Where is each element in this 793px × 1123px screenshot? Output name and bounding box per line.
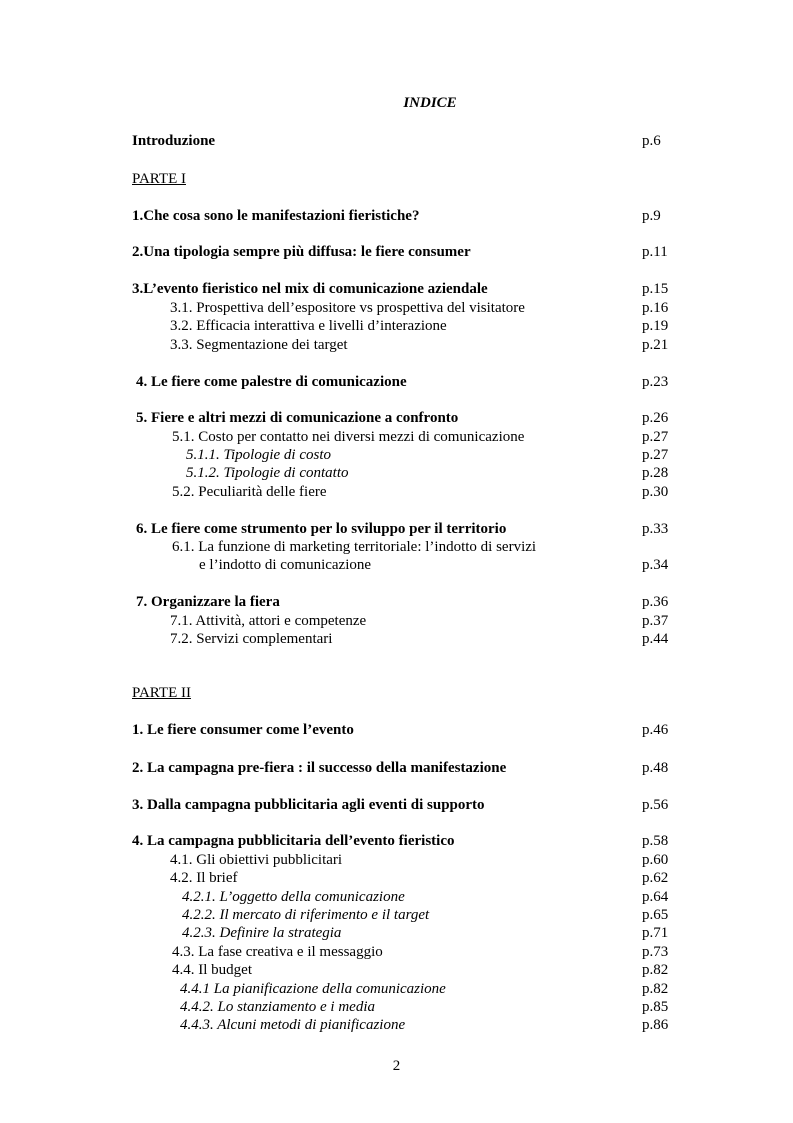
toc-entry-page: p.30: [642, 484, 669, 500]
toc-subentry: [0, 428, 793, 448]
toc-subsubentry: [0, 980, 793, 1000]
toc-entry-page: p.16: [642, 300, 669, 316]
toc-entry-text: 7.2. Servizi complementari: [170, 631, 333, 647]
toc-entry-page: p.15: [642, 281, 669, 297]
toc-entry-text: 4.3. La fase creativa e il messaggio: [172, 944, 383, 960]
toc-subentry: [0, 299, 793, 319]
toc-entry-text: 5.1.2. Tipologie di contatto: [186, 465, 349, 481]
toc-entry-text: 3.3. Segmentazione dei target: [170, 337, 348, 353]
toc-entry-page: p.56: [642, 797, 669, 813]
toc-entry-page: p.21: [642, 337, 669, 353]
toc-subentry: [0, 483, 793, 503]
part-heading-text: PARTE I: [132, 171, 186, 187]
toc-entry-text: 4.4.1 La pianificazione della comunicazione: [180, 981, 446, 997]
toc-entry-page: p.36: [642, 594, 669, 610]
toc-entry-text: 1.Che cosa sono le manifestazioni fieristiche?: [132, 208, 420, 224]
toc-entry-text: 7.1. Attività, attori e competenze: [170, 613, 367, 629]
toc-entry-text: 3.1. Prospettiva dell’espositore vs prospettiva del visitatore: [170, 300, 525, 316]
toc-entry-page: p.71: [642, 925, 669, 941]
toc-entry-page: p.65: [642, 907, 669, 923]
toc-entry-text: 4.2. Il brief: [170, 870, 238, 886]
toc-entry: [0, 593, 793, 613]
part-heading: [0, 684, 793, 704]
toc-subentry: [0, 336, 793, 356]
toc-subentry-continuation: [0, 556, 793, 576]
toc-entry: [0, 721, 793, 741]
toc-entry-text: 5. Fiere e altri mezzi di comunicazione a confronto: [136, 410, 459, 426]
toc-entry-page: p.23: [642, 374, 669, 390]
toc-entry-text: 4.4. Il budget: [172, 962, 252, 978]
toc-subentry: [0, 612, 793, 632]
toc-entry-text: 5.1.1. Tipologie di costo: [186, 447, 332, 463]
toc-entry-page: p.26: [642, 410, 669, 426]
toc-entry-text: 4. La campagna pubblicitaria dell’evento fieristico: [132, 833, 455, 849]
toc-entry-text: 5.1. Costo per contatto nei diversi mezzi di comunicazione: [172, 429, 525, 445]
toc-entry: [0, 280, 793, 300]
toc-entry-page: p.64: [642, 889, 669, 905]
toc-entry-page: p.62: [642, 870, 669, 886]
toc-entry: [0, 759, 793, 779]
toc-entry-page: p.73: [642, 944, 669, 960]
toc-subentry: [0, 851, 793, 871]
toc-entry-page: p.58: [642, 833, 669, 849]
toc-entry: [0, 832, 793, 852]
toc-entry-page: p.60: [642, 852, 669, 868]
toc-subentry: [0, 538, 793, 558]
toc-entry-page: p.86: [642, 1017, 669, 1033]
page-number: 2: [392, 1058, 401, 1074]
toc-subsubentry: [0, 888, 793, 908]
toc-entry-page: p.48: [642, 760, 669, 776]
toc-entry-text: e l’indotto di comunicazione: [199, 557, 372, 573]
toc-entry-text: 6. Le fiere come strumento per lo sviluppo per il territorio: [136, 521, 507, 537]
toc-entry-page: p.34: [642, 557, 669, 573]
toc-subsubentry: [0, 998, 793, 1018]
toc-subentry: [0, 317, 793, 337]
toc-entry-text: 4.1. Gli obiettivi pubblicitari: [170, 852, 343, 868]
toc-entry-page: p.6: [642, 133, 661, 149]
toc-subentry: [0, 961, 793, 981]
toc-subsubentry: [0, 924, 793, 944]
part-heading-text: PARTE II: [132, 685, 191, 701]
toc-entry-page: p.82: [642, 981, 669, 997]
toc-subentry: [0, 943, 793, 963]
toc-entry-text: 4.2.1. L’oggetto della comunicazione: [182, 889, 405, 905]
toc-entry-text: 4.2.3. Definire la strategia: [182, 925, 342, 941]
toc-entry-text: 4.2.2. Il mercato di riferimento e il target: [182, 907, 430, 923]
toc-entry-text: 6.1. La funzione di marketing territoriale: l’indotto di servizi: [172, 539, 537, 555]
toc-entry-text: 3.L’evento fieristico nel mix di comunicazione aziendale: [132, 281, 488, 297]
toc-subsubentry: [0, 464, 793, 484]
toc-entry-page: p.37: [642, 613, 669, 629]
toc-entry-text: 1. Le fiere consumer come l’evento: [132, 722, 354, 738]
toc-entry-page: p.27: [642, 429, 669, 445]
toc-entry: [0, 207, 793, 227]
toc-entry-text: 3.2. Efficacia interattiva e livelli d’interazione: [170, 318, 447, 334]
index-title: INDICE: [403, 95, 457, 111]
toc-subsubentry: [0, 1016, 793, 1036]
toc-entry-text: 4.4.3. Alcuni metodi di pianificazione: [180, 1017, 406, 1033]
toc-subentry: [0, 869, 793, 889]
toc-entry-text: 4. Le fiere come palestre di comunicazione: [136, 374, 407, 390]
toc-entry: [0, 373, 793, 393]
toc-entry: [0, 132, 793, 152]
toc-entry-text: Introduzione: [132, 133, 216, 149]
toc-entry-page: p.46: [642, 722, 669, 738]
toc-subsubentry: [0, 446, 793, 466]
toc-entry: [0, 243, 793, 263]
toc-entry-page: p.44: [642, 631, 669, 647]
toc-subentry: [0, 630, 793, 650]
toc-entry: [0, 409, 793, 429]
toc-subsubentry: [0, 906, 793, 926]
toc-entry-page: p.9: [642, 208, 661, 224]
toc-entry-page: p.82: [642, 962, 669, 978]
toc-entry-text: 5.2. Peculiarità delle fiere: [172, 484, 327, 500]
toc-entry-page: p.27: [642, 447, 669, 463]
toc-entry-page: p.33: [642, 521, 669, 537]
toc-entry-page: p.28: [642, 465, 669, 481]
toc-entry-text: 4.4.2. Lo stanziamento e i media: [180, 999, 375, 1015]
toc-entry-text: 7. Organizzare la fiera: [136, 594, 280, 610]
toc-entry-text: 3. Dalla campagna pubblicitaria agli eventi di supporto: [132, 797, 485, 813]
part-heading: [0, 170, 793, 190]
toc-entry-page: p.11: [642, 244, 668, 260]
toc-entry: [0, 520, 793, 540]
toc-entry-page: p.85: [642, 999, 669, 1015]
toc-entry-text: 2. La campagna pre-fiera : il successo della manifestazione: [132, 760, 507, 776]
toc-entry-page: p.19: [642, 318, 669, 334]
toc-entry: [0, 796, 793, 816]
toc-entry-text: 2.Una tipologia sempre più diffusa: le fiere consumer: [132, 244, 471, 260]
